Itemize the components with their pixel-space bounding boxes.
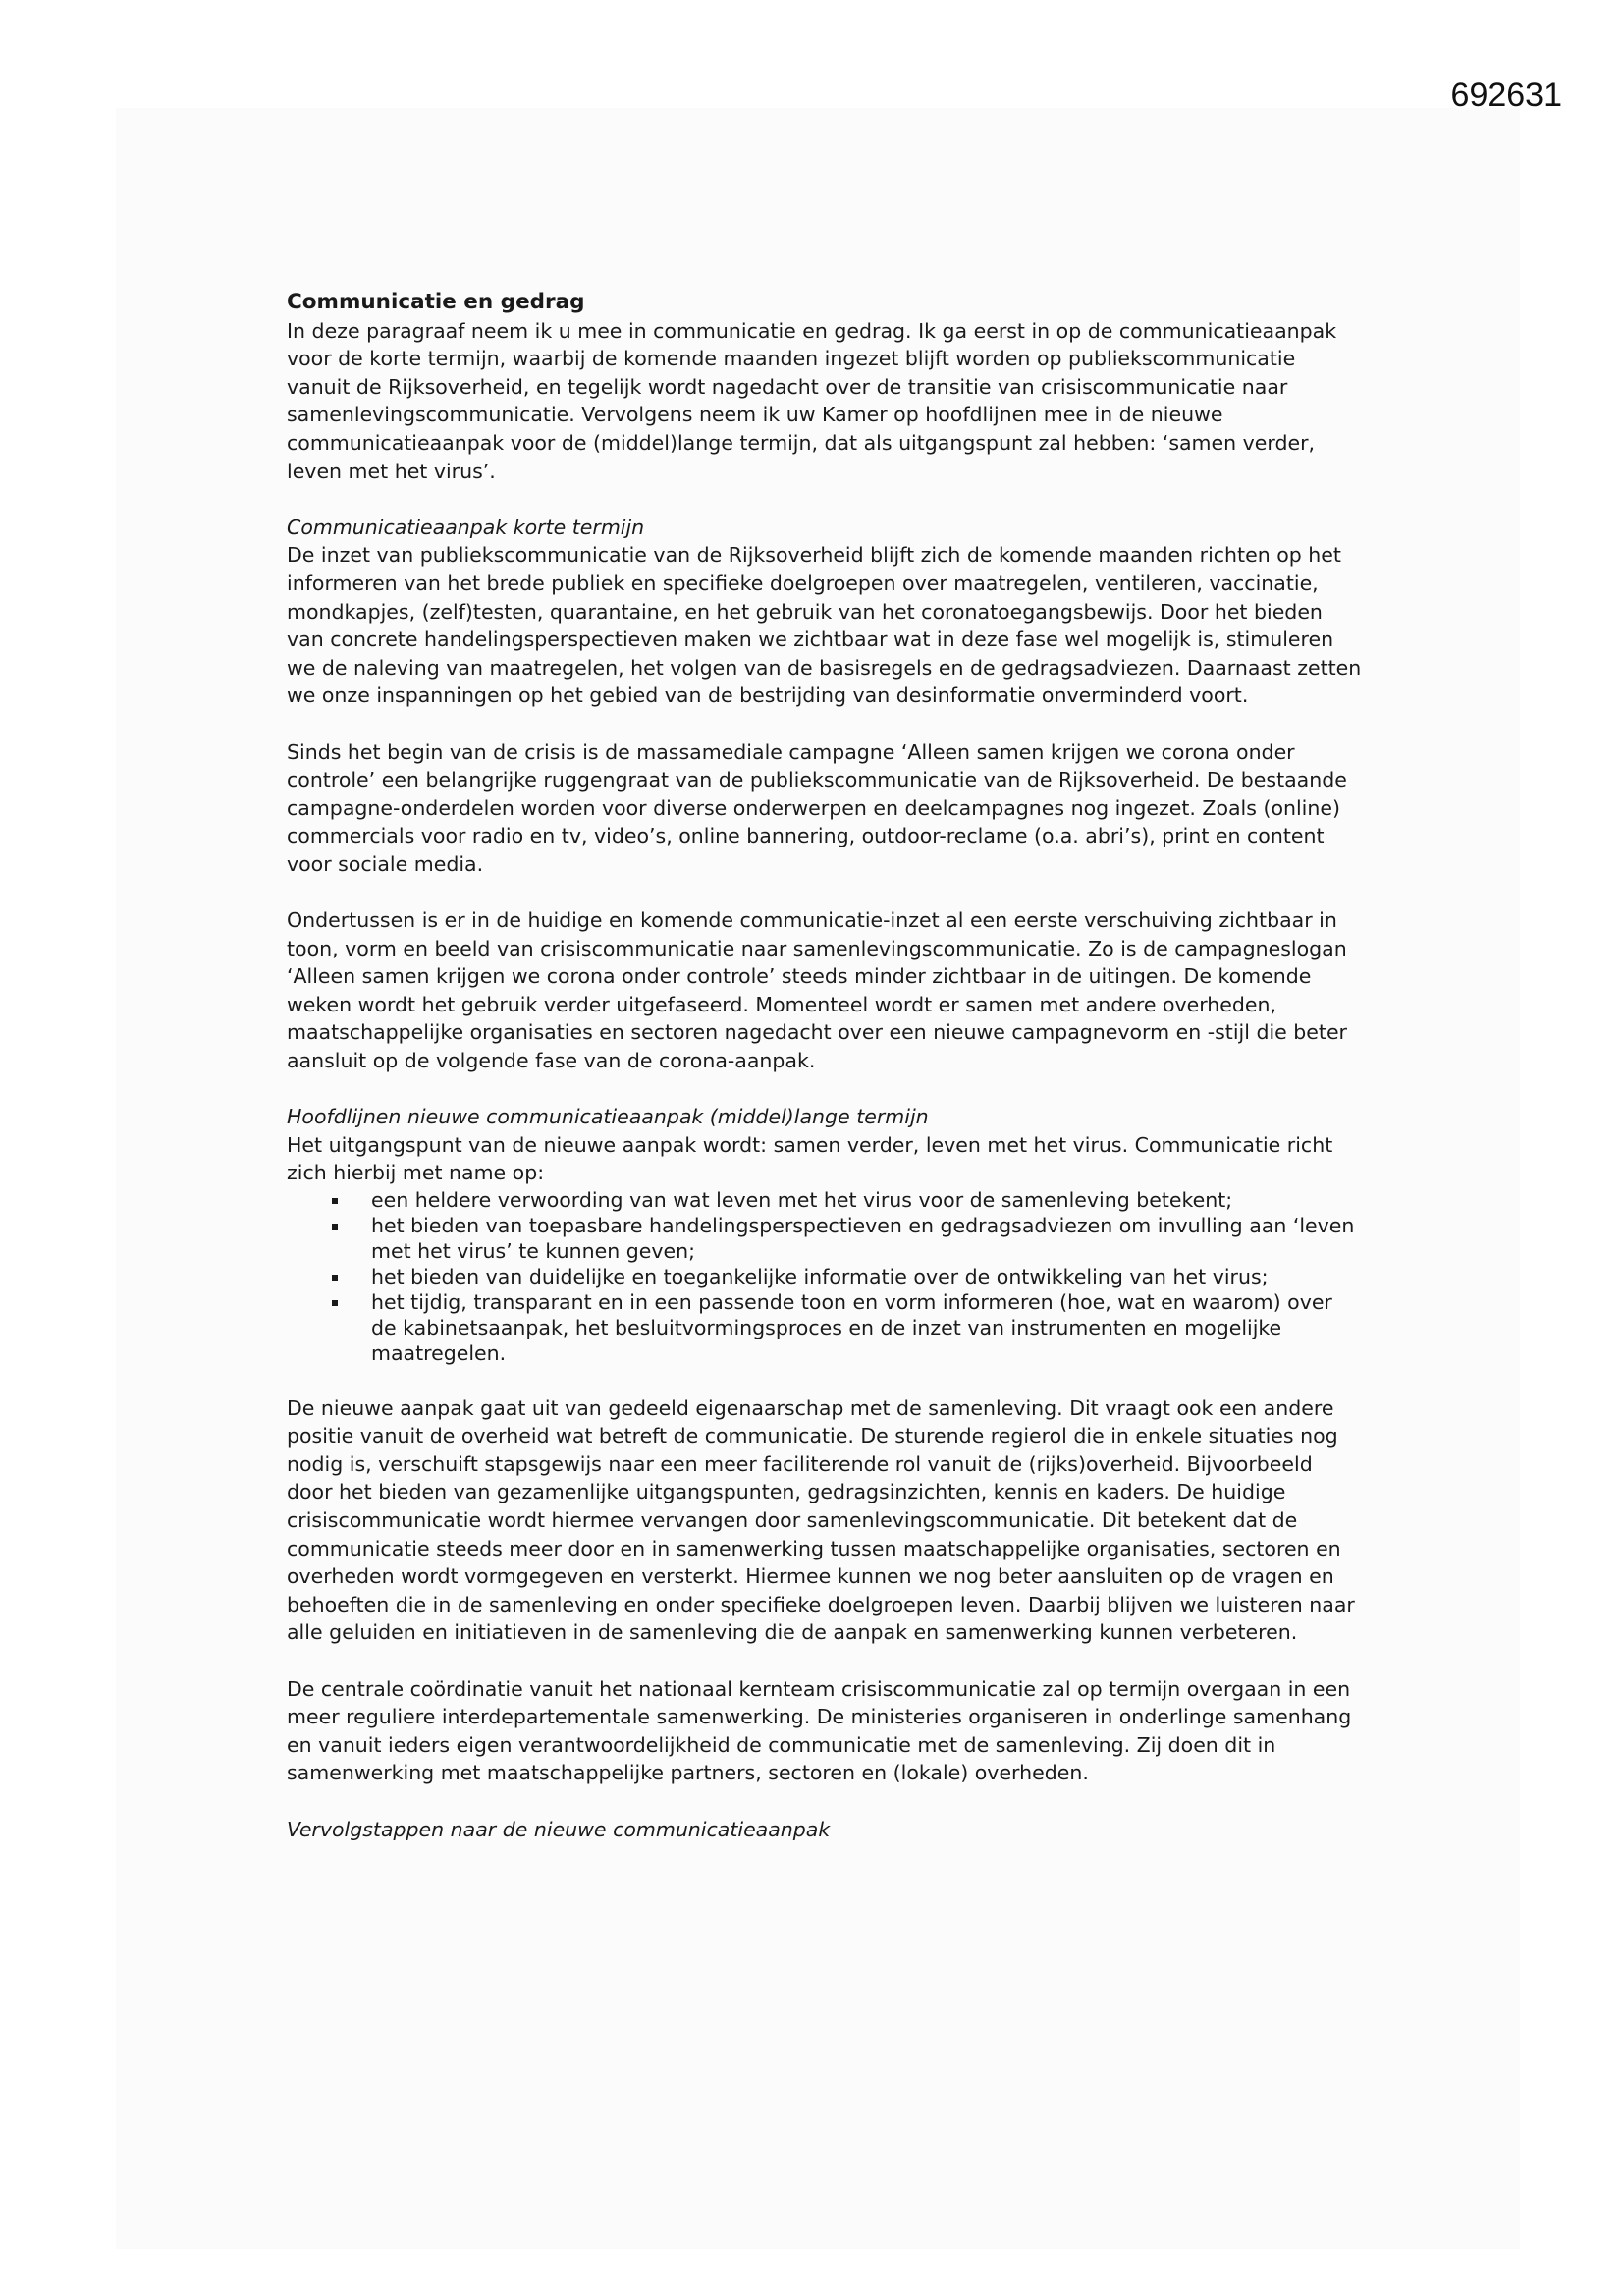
square-bullet-icon — [332, 1275, 338, 1281]
paragraph: Sinds het begin van de crisis is de massamediale campagne ‘Alleen samen krijgen we corona onder controle’ een belangrijke ruggengraat van de publiekscommunicatie van de Rijksoverheid. De bestaande campagne-onderdelen worden voor diverse onderwerpen en deelcampagnes nog ingezet. Zoals (online) commercials voor radio en tv, video’s, online bannering, outdoor-reclame (o.a. abri’s), print en content voor sociale media. — [287, 739, 1347, 876]
bullet-list — [287, 1187, 1362, 1366]
list-item: het bieden van toepasbare handelingsperspectieven en gedragsadviezen om invulling aan ‘leven met het virus’ te kunnen geven; — [287, 1213, 1362, 1264]
list-item: een heldere verwoording van wat leven met het virus voor de samenleving betekent; — [287, 1187, 1362, 1213]
paragraph: De nieuwe aanpak gaat uit van gedeeld eigenaarschap met de samenleving. Dit vraagt ook een andere positie vanuit de overheid wat betreft de communicatie. De sturende regierol die in enkele situaties nog nodig is, verschuift stapsgewijs naar een meer faciliterende rol vanuit de (rijks)overheid. Bijvoorbeeld door het bieden van gezamenlijke uitgangspunten, gedragsinzichten, kennis en kaders. De huidige crisiscommunicatie wordt hiermee vervangen door samenlevingscommunicatie. Dit betekent dat de communicatie steeds meer door en in samenwerking tussen maatschappelijke organisaties, sectoren en overheden wordt vormgegeven en versterkt. Hiermee kunnen we nog beter aansluiten op de vragen en behoeften die in de samenleving en onder specifieke doelgroepen leven. Daarbij blijven we luisteren naar alle geluiden en initiatieven in de samenleving die de aanpak en samenwerking kunnen verbeteren. — [287, 1395, 1355, 1645]
square-bullet-icon — [332, 1198, 338, 1204]
subheading-next-steps: Vervolgstappen naar de nieuwe communicatieaanpak — [287, 1817, 831, 1841]
intro-paragraph: In deze paragraaf neem ik u mee in communicatie en gedrag. Ik ga eerst in op de communicatieaanpak voor de korte termijn, waarbij de komende maanden ingezet blijft worden op publiekscommunicatie vanuit de Rijksoverheid, en tegelijk wordt nagedacht over de transitie van crisiscommunicatie naar samenlevingscommunicatie. Vervolgens neem ik uw Kamer op hoofdlijnen mee in de nieuwe communicatieaanpak voor de (middel)lange termijn, dat als uitgangspunt zal hebben: ‘samen verder, leven met het virus’. — [287, 318, 1337, 483]
square-bullet-icon — [332, 1300, 338, 1306]
subheading-short-term: Communicatieaanpak korte termijn — [287, 515, 645, 539]
lead-paragraph: Het uitgangspunt van de nieuwe aanpak wordt: samen verder, leven met het virus. Communicatie richt zich hierbij met name op: — [287, 1132, 1333, 1185]
paragraph: De centrale coördinatie vanuit het nationaal kernteam crisiscommunicatie zal op termijn overgaan in een meer reguliere interdepartementale samenwerking. De ministeries organiseren in onderlinge samenhang en vanuit ieders eigen verantwoordelijkheid de communicatie met de samenleving. Zij doen dit in samenwerking met maatschappelijke partners, sectoren en (lokale) overheden. — [287, 1676, 1352, 1785]
section-heading: Communicatie en gedrag — [287, 290, 585, 314]
document-body — [287, 289, 1362, 1843]
subheading-long-term: Hoofdlijnen nieuwe communicatieaanpak (middel)lange termijn — [287, 1105, 929, 1129]
list-item: het bieden van duidelijke en toegankelijke informatie over de ontwikkeling van het virus; — [287, 1264, 1362, 1289]
list-item: het tijdig, transparant en in een passende toon en vorm informeren (hoe, wat en waarom) over de kabinetsaanpak, het besluitvormingsproces en de inzet van instrumenten en mogelijke maatregelen. — [287, 1289, 1362, 1366]
square-bullet-icon — [332, 1224, 338, 1230]
document-number: 692631 — [1450, 77, 1562, 114]
paragraph: Ondertussen is er in de huidige en komende communicatie-inzet al een eerste verschuiving zichtbaar in toon, vorm en beeld van crisiscommunicatie naar samenlevingscommunicatie. Zo is de campagneslogan ‘Alleen samen krijgen we corona onder controle’ steeds minder zichtbaar in de uitingen. De komende weken wordt het gebruik verder uitgefaseerd. Momenteel wordt er samen met andere overheden, maatschappelijke organisaties en sectoren nagedacht over een nieuwe campagnevorm en -stijl die beter aansluit op de volgende fase van de corona-aanpak. — [287, 908, 1347, 1073]
paragraph: De inzet van publiekscommunicatie van de Rijksoverheid blijft zich de komende maanden richten op het informeren van het brede publiek en specifieke doelgroepen over maatregelen, ventileren, vaccinatie, mondkapjes, (zelf)testen, quarantaine, en het gebruik van het coronatoegangsbewijs. Door het bieden van concrete handelingsperspectieven maken we zichtbaar wat in deze fase wel mogelijk is, stimuleren we de naleving van maatregelen, het volgen van de basisregels en de gedragsadviezen. Daarnaast zetten we onze inspanningen op het gebied van de bestrijding van desinformatie onverminderd voort. — [287, 543, 1362, 708]
